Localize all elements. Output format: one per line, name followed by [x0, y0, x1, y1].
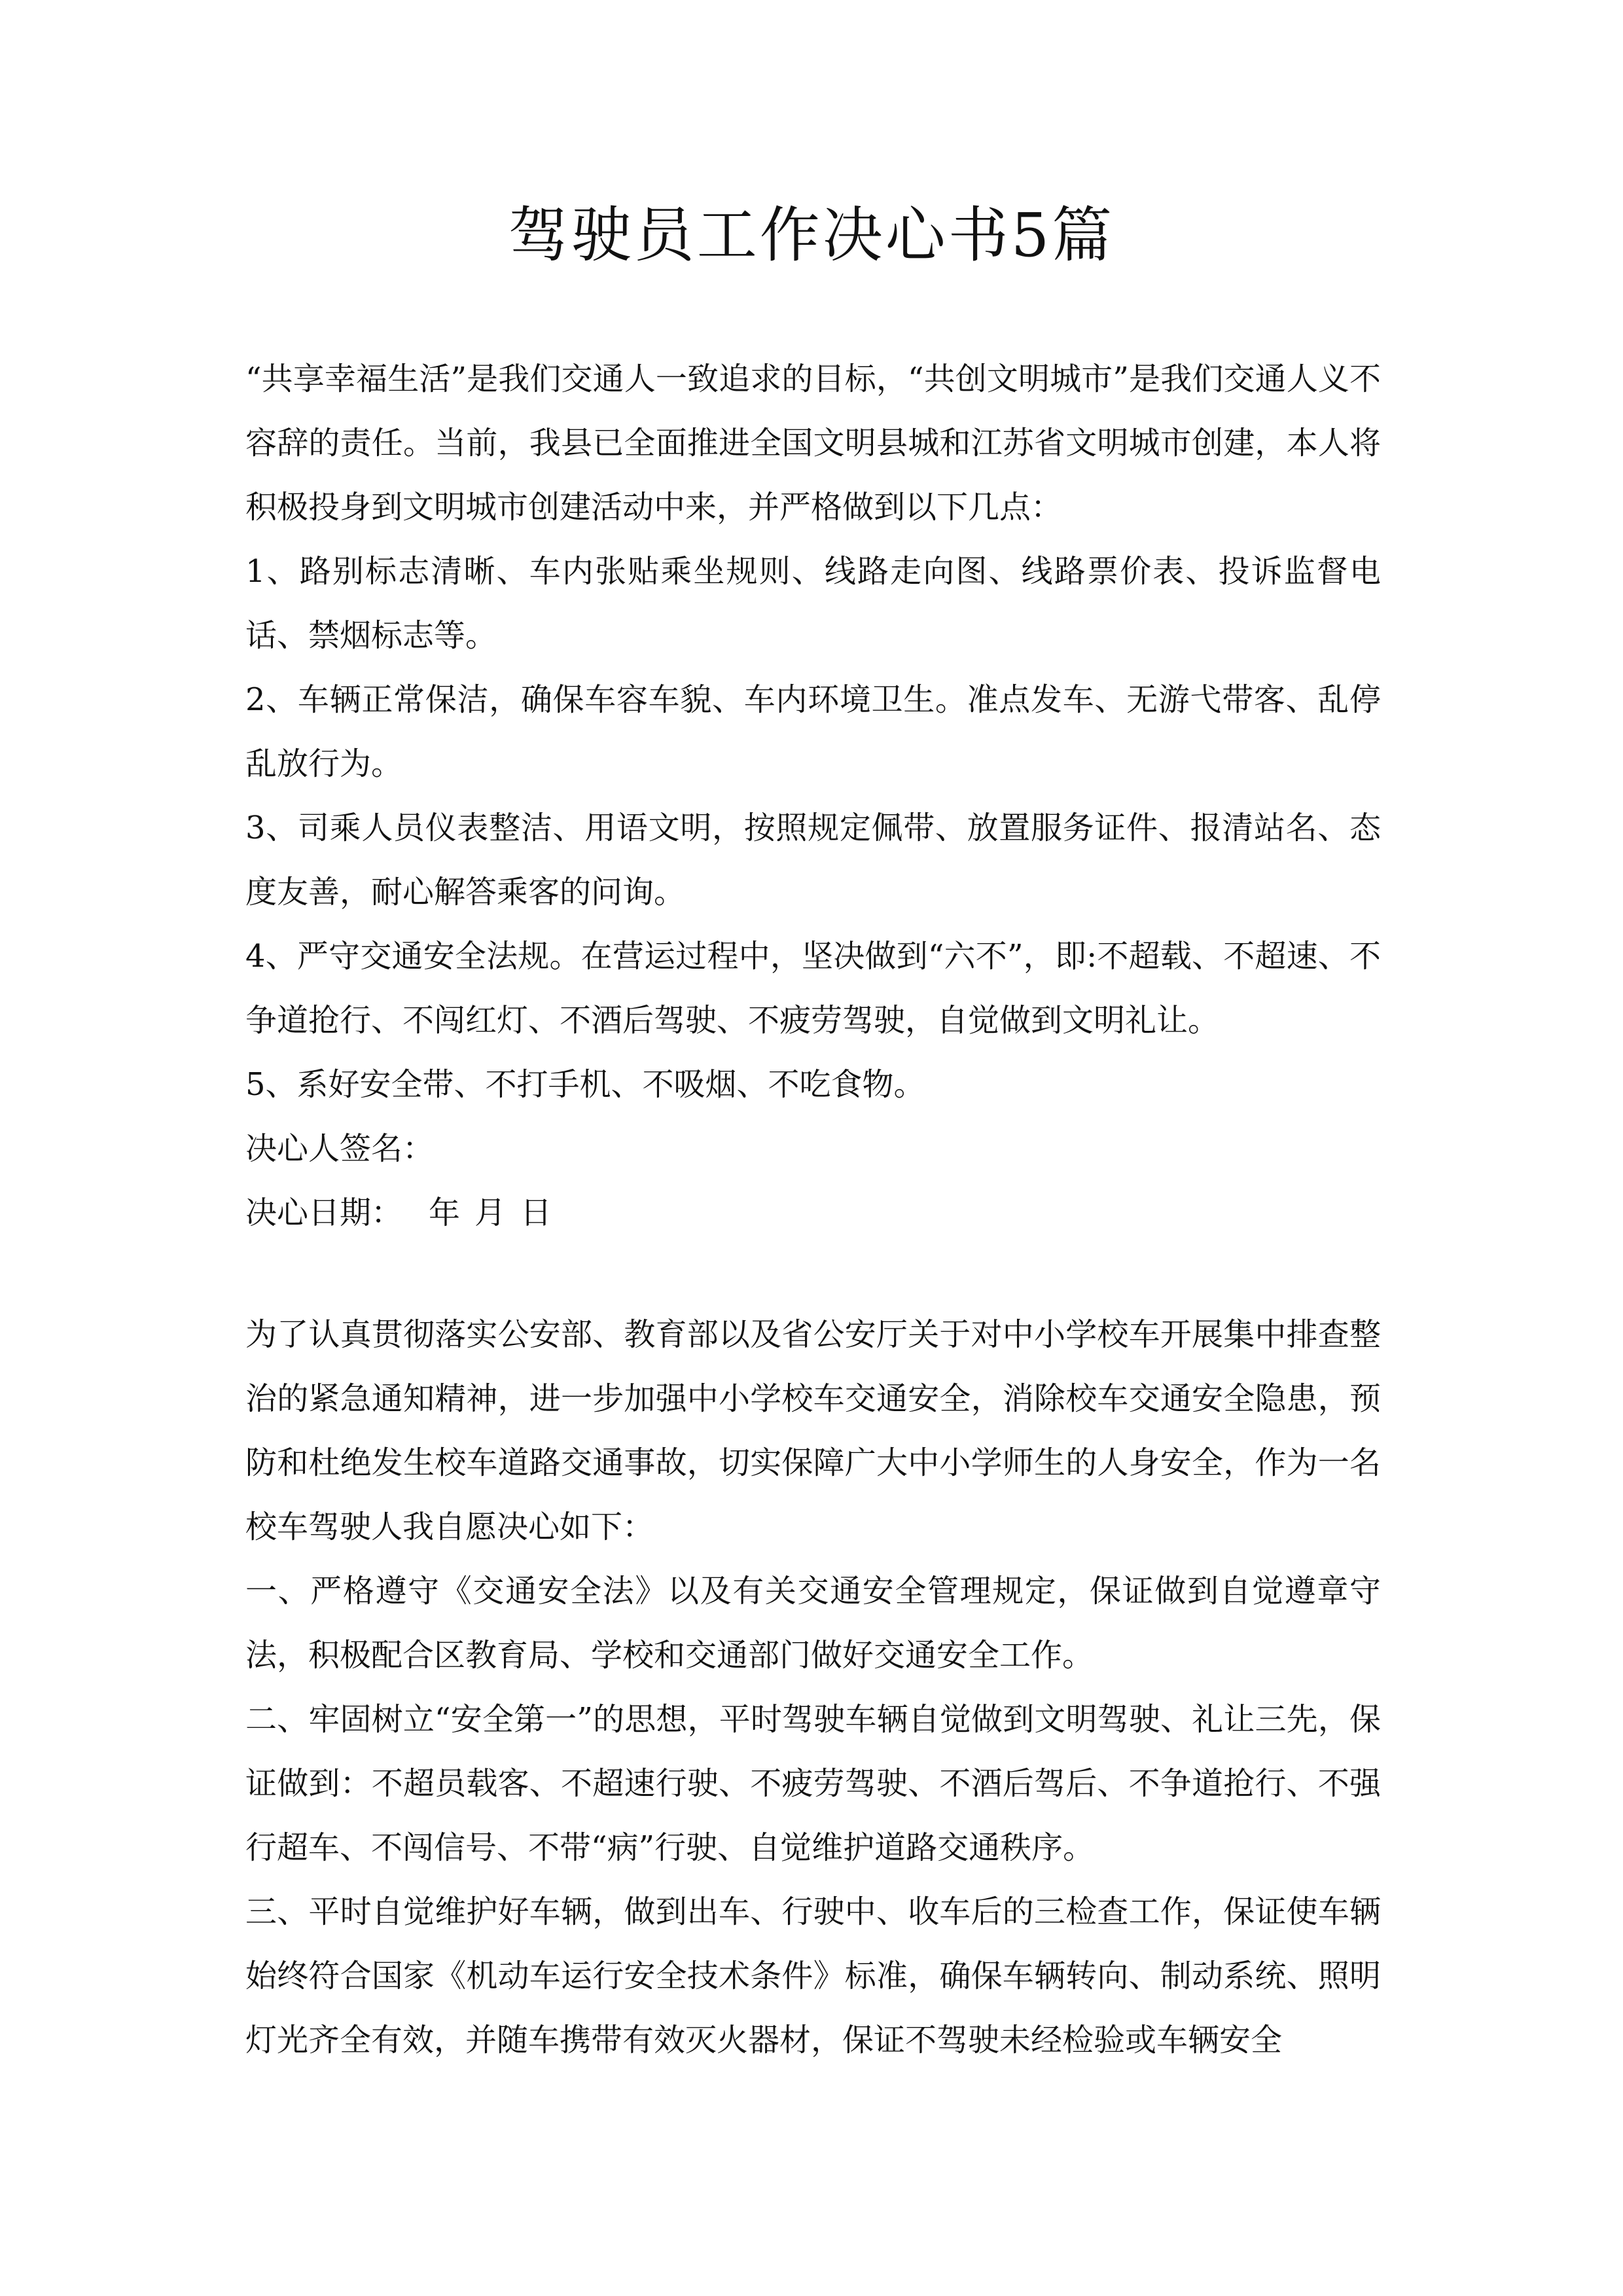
signature-line: 决心人签名：	[245, 1130, 435, 1167]
page-title: 驾驶员工作决心书5篇	[508, 200, 1115, 270]
date-label: 决心日期：	[245, 1194, 403, 1231]
pledge-item: 三、平时自觉维护好车辆，做到出车、行驶中、收车后的三检查工作，保证使车辆始终符合国家《机动车运行安全技术条件》标准，确保车辆转向、制动系统、照明灯光齐全有效，并随车携带有效灭火器材，保证不驾驶未经检验或车辆安全	[245, 1893, 1381, 2058]
pledge-item: 2、车辆正常保洁，确保车容车貌、车内环境卫生。准点发车、无游弋带客、乱停乱放行为。	[245, 681, 1381, 782]
pledge-item: 5、系好安全带、不打手机、不吸烟、不吃食物。	[245, 1066, 925, 1103]
date-month: 月	[474, 1194, 507, 1231]
pledge-item: 4、严守交通安全法规。在营运过程中，坚决做到“六不”，即:不超载、不超速、不争道抢行、不闯红灯、不酒后驾驶、不疲劳驾驶，自觉做到文明礼让。	[245, 938, 1381, 1039]
pledge-item: 1、路别标志清晰、车内张贴乘坐规则、线路走向图、线路票价表、投诉监督电话、禁烟标志等。	[245, 553, 1381, 654]
pledge-item: 一、严格遵守《交通安全法》以及有关交通安全管理规定，保证做到自觉遵章守法，积极配合区教育局、学校和交通部门做好交通安全工作。	[245, 1573, 1381, 1674]
date-day: 日	[520, 1194, 552, 1231]
date-line	[245, 1181, 1381, 1245]
intro-paragraph: “共享幸福生活”是我们交通人一致追求的目标，“共创文明城市”是我们交通人义不容辞的责任。当前，我县已全面推进全国文明县城和江苏省文明城市创建，本人将积极投身到文明城市创建活动中来，并严格做到以下几点：	[245, 361, 1381, 526]
pledge-item: 二、牢固树立“安全第一”的思想，平时驾驶车辆自觉做到文明驾驶、礼让三先，保证做到：不超员载客、不超速行驶、不疲劳驾驶、不酒后驾后、不争道抢行、不强行超车、不闯信号、不带“病”行驶、自觉维护道路交通秩序。	[245, 1701, 1381, 1866]
pledge-item: 3、司乘人员仪表整洁、用语文明，按照规定佩带、放置服务证件、报清站名、态度友善，耐心解答乘客的问询。	[245, 810, 1381, 910]
pledge-section-two	[245, 1302, 1381, 2072]
date-year: 年	[429, 1194, 461, 1231]
intro-paragraph: 为了认真贯彻落实公安部、教育部以及省公安厅关于对中小学校车开展集中排查整治的紧急通知精神，进一步加强中小学校车交通安全，消除校车交通安全隐患，预防和杜绝发生校车道路交通事故，切实保障广大中小学师生的人身安全，作为一名校车驾驶人我自愿决心如下：	[245, 1316, 1381, 1545]
pledge-section-one	[245, 347, 1381, 1245]
